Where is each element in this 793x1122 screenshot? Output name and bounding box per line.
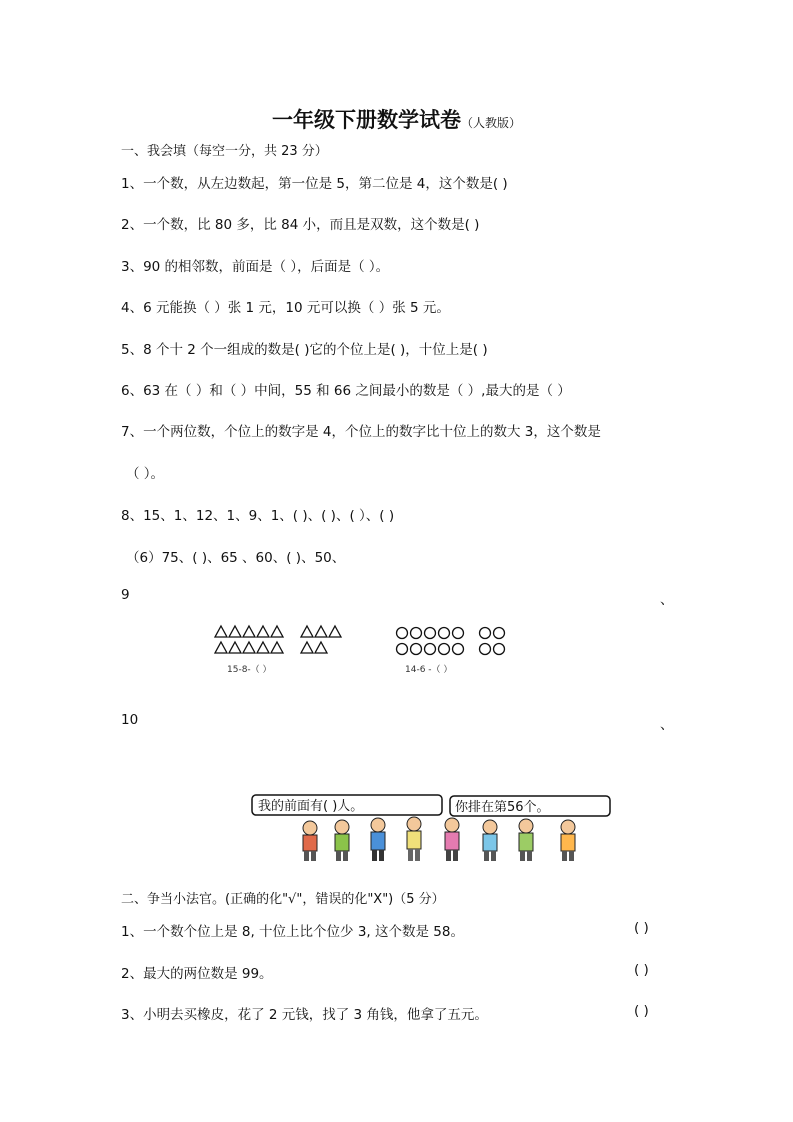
question-10-figure	[250, 790, 630, 870]
question-10-number: 10	[121, 712, 139, 728]
child-2	[335, 820, 349, 861]
judge-item-2-answer: ( )	[634, 962, 649, 978]
question-7-line2: （ ）。	[126, 466, 165, 482]
question-4: 4、6 元能换（ ）张 1 元，10 元可以换（ ）张 5 元。	[121, 300, 450, 316]
judge-item-3: 3、小明去买橡皮，花了 2 元钱，找了 3 角钱，他拿了五元。	[121, 1007, 488, 1023]
child-7	[519, 819, 533, 861]
child-1	[303, 821, 317, 861]
triangle-group-left	[215, 626, 341, 653]
child-5	[445, 818, 459, 861]
child-3	[371, 818, 385, 861]
child-6	[483, 820, 497, 861]
speech-bubble-right-text: 你排在第56个。	[455, 800, 550, 815]
question-5: 5、8 个十 2 个一组成的数是( )它的个位上是( )，十位上是( )	[121, 342, 488, 358]
circle-group-right	[397, 628, 505, 655]
children-row-picture	[303, 817, 575, 861]
judge-item-3-answer: ( )	[634, 1003, 649, 1019]
question-10-tail: 、	[660, 717, 674, 733]
judge-item-1: 1、一个数个位上是 8, 十位上比个位少 3, 这个数是 58。	[121, 924, 464, 940]
question-9-figure	[205, 622, 545, 694]
question-9-number: 9	[121, 587, 130, 603]
section2-heading: 二、争当小法官。(正确的化"√"，错误的化"X")（5 分）	[121, 892, 445, 907]
section1-heading: 一、我会填（每空一分，共 23 分）	[121, 144, 328, 159]
page-title-row	[0, 104, 793, 134]
question-2: 2、一个数，比 80 多，比 84 小，而且是双数，这个数是( )	[121, 217, 480, 233]
judge-item-2: 2、最大的两位数是 99。	[121, 966, 273, 982]
judge-item-1-answer: ( )	[634, 920, 649, 936]
equation-right: 14-6 -（ ）	[405, 665, 453, 675]
question-3: 3、90 的相邻数，前面是（ ），后面是（ ）。	[121, 259, 390, 275]
speech-bubble-left-text: 我的前面有( )人。	[258, 799, 364, 814]
question-7-line1: 7、一个两位数，个位上的数字是 4，个位上的数字比十位上的数大 3，这个数是	[121, 424, 601, 440]
equation-left: 15-8-（ ）	[227, 665, 272, 675]
child-4	[407, 817, 421, 861]
question-8-line1: 8、15、1、12、1、9、1、( )、( )、( ）、( )	[121, 508, 395, 524]
page-title: 一年级下册数学试卷	[271, 107, 461, 132]
question-9-tail: 、	[660, 592, 674, 608]
child-8	[561, 820, 575, 861]
question-8-line2: （6）75、( )、65 、60、( )、50、	[126, 550, 346, 566]
question-6: 6、63 在（ ）和（ ）中间，55 和 66 之间最小的数是（ ）,最大的是（ ）	[121, 383, 571, 399]
page-subtitle: （人教版）	[460, 116, 521, 130]
question-1: 1、一个数，从左边数起，第一位是 5，第二位是 4，这个数是( )	[121, 176, 508, 192]
